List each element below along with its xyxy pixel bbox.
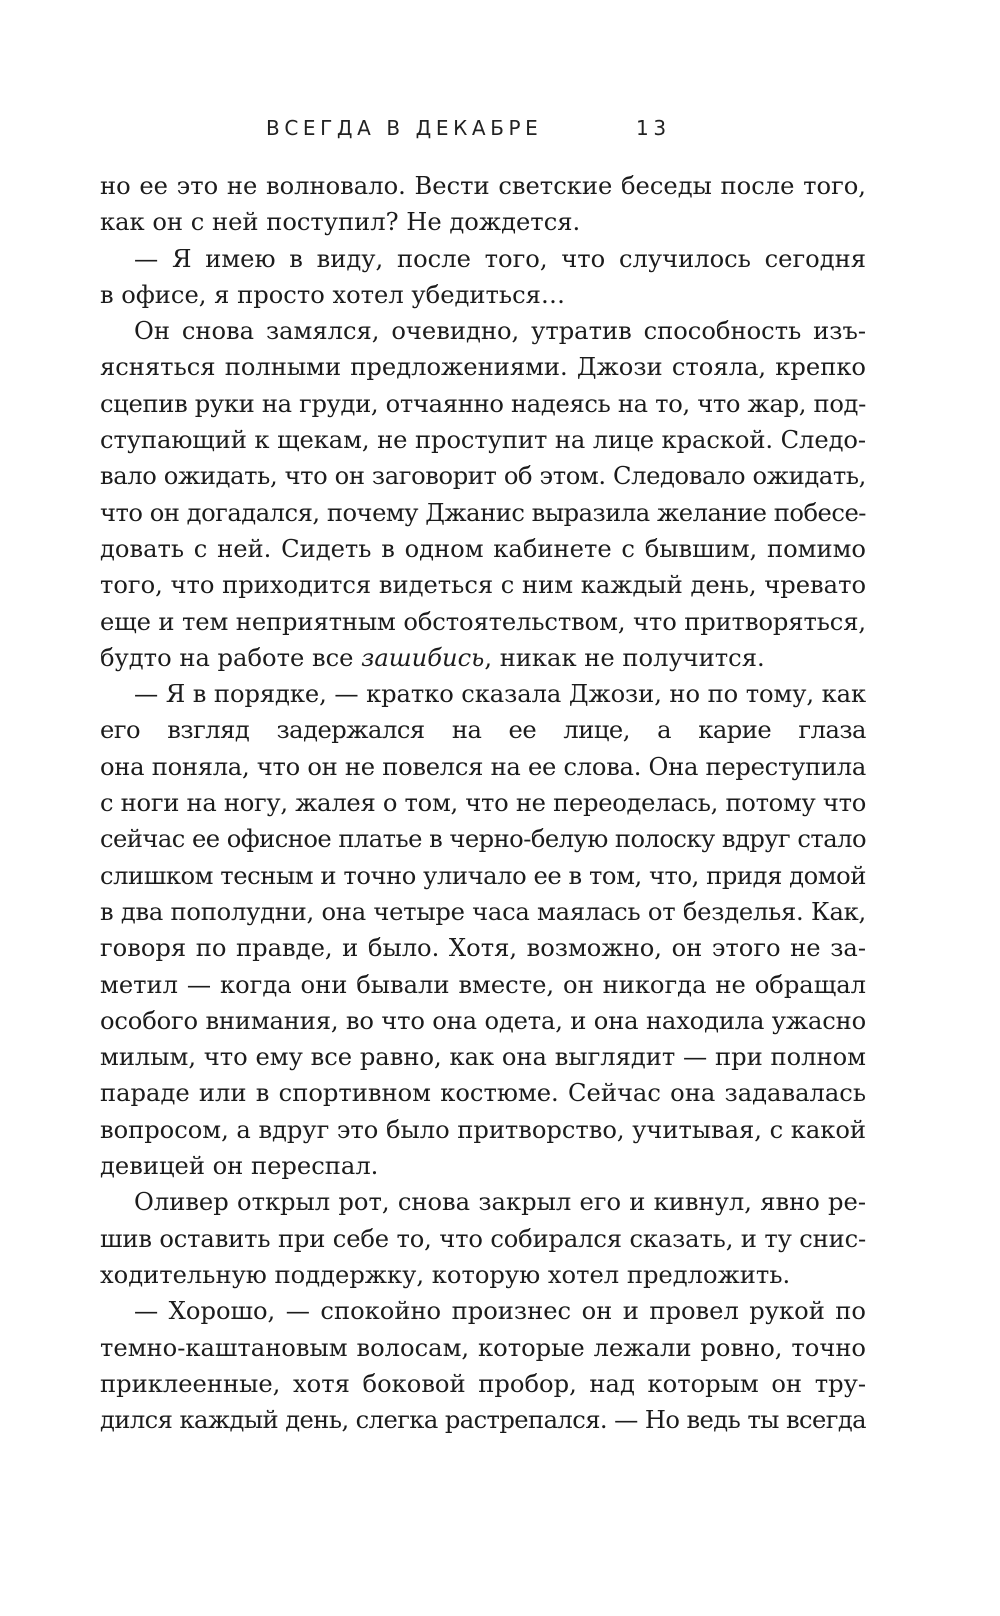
italic-text-run: зашибись [361,643,485,672]
text-line: слишком тесным и точно уличало ее в том, что, придя домой [100,861,866,890]
text-line: приклеенные, хотя боковой пробор, над которым он тру- [100,1369,866,1398]
text-line: ступающий к щекам, не проступит на лице краской. Следо- [100,426,866,455]
text-line: — Хорошо, — спокойно произнес он и провел рукой по [134,1297,866,1326]
text-line: с ноги на ногу, жалея о том, что не переоделась, потому что [100,789,866,818]
text-line: девицей он переспал. [100,1152,379,1181]
text-line: метил — когда они бывали вместе, он никогда не обращал [100,970,866,999]
text-line: сцепив руки на груди, отчаянно надеясь на то, что жар, под- [100,389,866,418]
page-number: 13 [636,116,671,140]
text-line: — Я в порядке, — кратко сказала Джози, но по тому, как [134,680,866,709]
text-line: дился каждый день, слегка растрепался. — Но ведь ты всегда [100,1406,866,1435]
text-line: особого внимания, во что она одета, и она находила ужасно [100,1006,866,1035]
text-line: говоря по правде, и было. Хотя, возможно, он этого не за- [100,934,866,963]
running-title: ВСЕГДА В ДЕКАБРЕ [266,116,543,140]
text-line: шив оставить при себе то, что собирался сказать, и ту снис- [100,1224,866,1253]
text-line: но ее это не волновало. Вести светские беседы после того, [100,172,866,200]
body-text [100,168,866,1438]
running-header [0,116,1000,146]
text-line: Он снова замялся, очевидно, утратив способность изъ- [134,317,866,346]
text-line: в офисе, я просто хотел убедиться… [100,280,566,309]
text-line: — Я имею в виду, после того, что случилось сегодня [134,244,866,273]
text-line: параде или в спортивном костюме. Сейчас она задавалась [100,1079,866,1108]
text-line: довать с ней. Сидеть в одном кабинете с бывшим, помимо [100,534,866,563]
text-run: , никак не получится. [484,643,765,672]
text-line: еще и тем неприятным обстоятельством, что притворяться, [100,607,866,636]
text-line [100,640,866,676]
text-line: в два пополудни, она четыре часа маялась от безделья. Как, [100,897,866,926]
text-line: ясняться полными предложениями. Джози стояла, крепко [100,353,866,382]
text-line: вопросом, а вдруг это было притворство, учитывая, с какой [100,1115,866,1144]
text-line: вало ожидать, что он заговорит об этом. Следовало ожидать, [100,462,866,491]
text-line: того, что приходится видеться с ним каждый день, чревато [100,571,866,600]
text-line: его взгляд задержался на ее лице, а карие глаза [100,716,866,745]
text-line: Оливер открыл рот, снова закрыл его и кивнул, явно ре- [134,1188,866,1217]
text-run: будто на работе все [100,643,362,672]
text-line: сейчас ее офисное платье в черно-белую полоску вдруг стало [100,825,866,854]
text-line: что он догадался, почему Джанис выразила желание побесе- [100,498,866,527]
text-line: милым, что ему все равно, как она выглядит — при полном [100,1043,866,1072]
text-line: темно-каштановым волосам, которые лежали ровно, точно [100,1333,866,1362]
text-line: ходительную поддержку, которую хотел предложить. [100,1260,791,1289]
text-line: как он с ней поступил? Не дождется. [100,208,581,237]
text-line: она поняла, что он не повелся на ее слова. Она переступила [100,752,866,781]
